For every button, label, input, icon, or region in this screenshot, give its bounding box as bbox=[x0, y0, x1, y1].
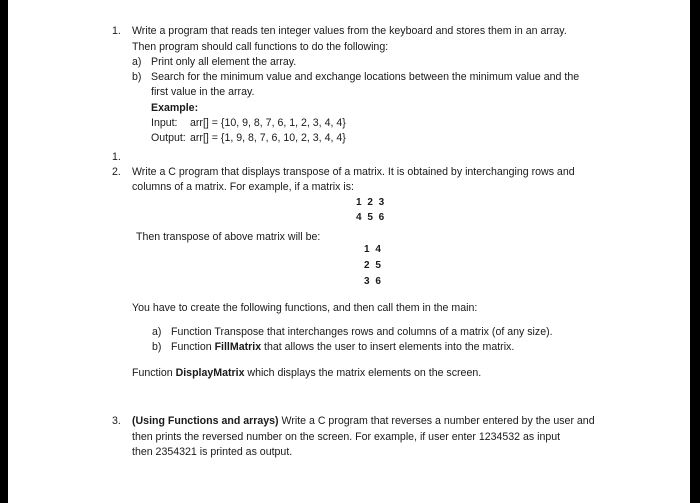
q2-display-suffix: which displays the matrix elements on the screen. bbox=[244, 367, 482, 379]
q2-b-prefix: Function bbox=[171, 341, 215, 353]
q1-line2: Then program should call functions to do the following: bbox=[132, 41, 389, 53]
q3-line2: then prints the reversed number on the screen. For example, if user enter 1234532 as input bbox=[132, 431, 561, 443]
q2-display-line bbox=[132, 366, 481, 380]
q1-example-label: Example: bbox=[151, 102, 199, 114]
q1-b-text2: first value in the array. bbox=[151, 86, 255, 98]
q1-output-value: arr[] = {1, 9, 8, 7, 6, 10, 2, 3, 4, 4} bbox=[190, 132, 346, 144]
q1-a-text: Print only all element the array. bbox=[151, 56, 297, 68]
q1-number: 1. bbox=[112, 25, 121, 37]
q3-line3: then 2354321 is printed as output. bbox=[132, 446, 293, 458]
stray-list-number: 1. bbox=[112, 151, 121, 163]
q2-b-label: b) bbox=[152, 341, 162, 353]
q2-b-suffix: that allows the user to insert elements into the matrix. bbox=[261, 341, 515, 353]
q2-functions-intro: You have to create the following functions, and then call them in the main: bbox=[132, 302, 478, 314]
q3-number: 3. bbox=[112, 415, 121, 427]
q3-bold-lead: (Using Functions and arrays) bbox=[132, 415, 279, 427]
q2-b-text bbox=[171, 340, 514, 354]
q2-display-prefix: Function bbox=[132, 367, 176, 379]
q2-number: 2. bbox=[112, 166, 121, 178]
q3-line1 bbox=[132, 414, 595, 428]
q1-b-text1: Search for the minimum value and exchange locations between the minimum value and the bbox=[151, 71, 580, 83]
matrix-row-1: 1 2 3 bbox=[356, 197, 386, 208]
q2-line1: Write a C program that displays transpose of a matrix. It is obtained by interchanging rows and bbox=[132, 166, 575, 178]
q2-display-bold: DisplayMatrix bbox=[175, 367, 245, 379]
q2-line2: columns of a matrix. For example, if a matrix is: bbox=[132, 181, 354, 193]
transpose-row-1: 1 4 bbox=[364, 244, 383, 255]
q1-output-label: Output: bbox=[151, 132, 186, 144]
q2-a-text: Function Transpose that interchanges rows and columns of a matrix (of any size). bbox=[171, 326, 553, 338]
matrix-row-2: 4 5 6 bbox=[356, 212, 386, 223]
q1-input-value: arr[] = {10, 9, 8, 7, 6, 1, 2, 3, 4, 4} bbox=[190, 117, 346, 129]
q1-a-label: a) bbox=[132, 56, 142, 68]
transpose-row-2: 2 5 bbox=[364, 260, 383, 271]
q2-a-label: a) bbox=[152, 326, 162, 338]
q3-line1-rest: Write a C program that reverses a number entered by the user and bbox=[278, 415, 595, 427]
q2-transpose-intro: Then transpose of above matrix will be: bbox=[136, 231, 321, 243]
q1-line1: Write a program that reads ten integer values from the keyboard and stores them in an array. bbox=[132, 25, 567, 37]
transpose-row-3: 3 6 bbox=[364, 276, 383, 287]
q2-b-bold: FillMatrix bbox=[214, 341, 262, 353]
document-page bbox=[8, 0, 690, 503]
q1-b-label: b) bbox=[132, 71, 142, 83]
q1-input-label: Input: bbox=[151, 117, 178, 129]
